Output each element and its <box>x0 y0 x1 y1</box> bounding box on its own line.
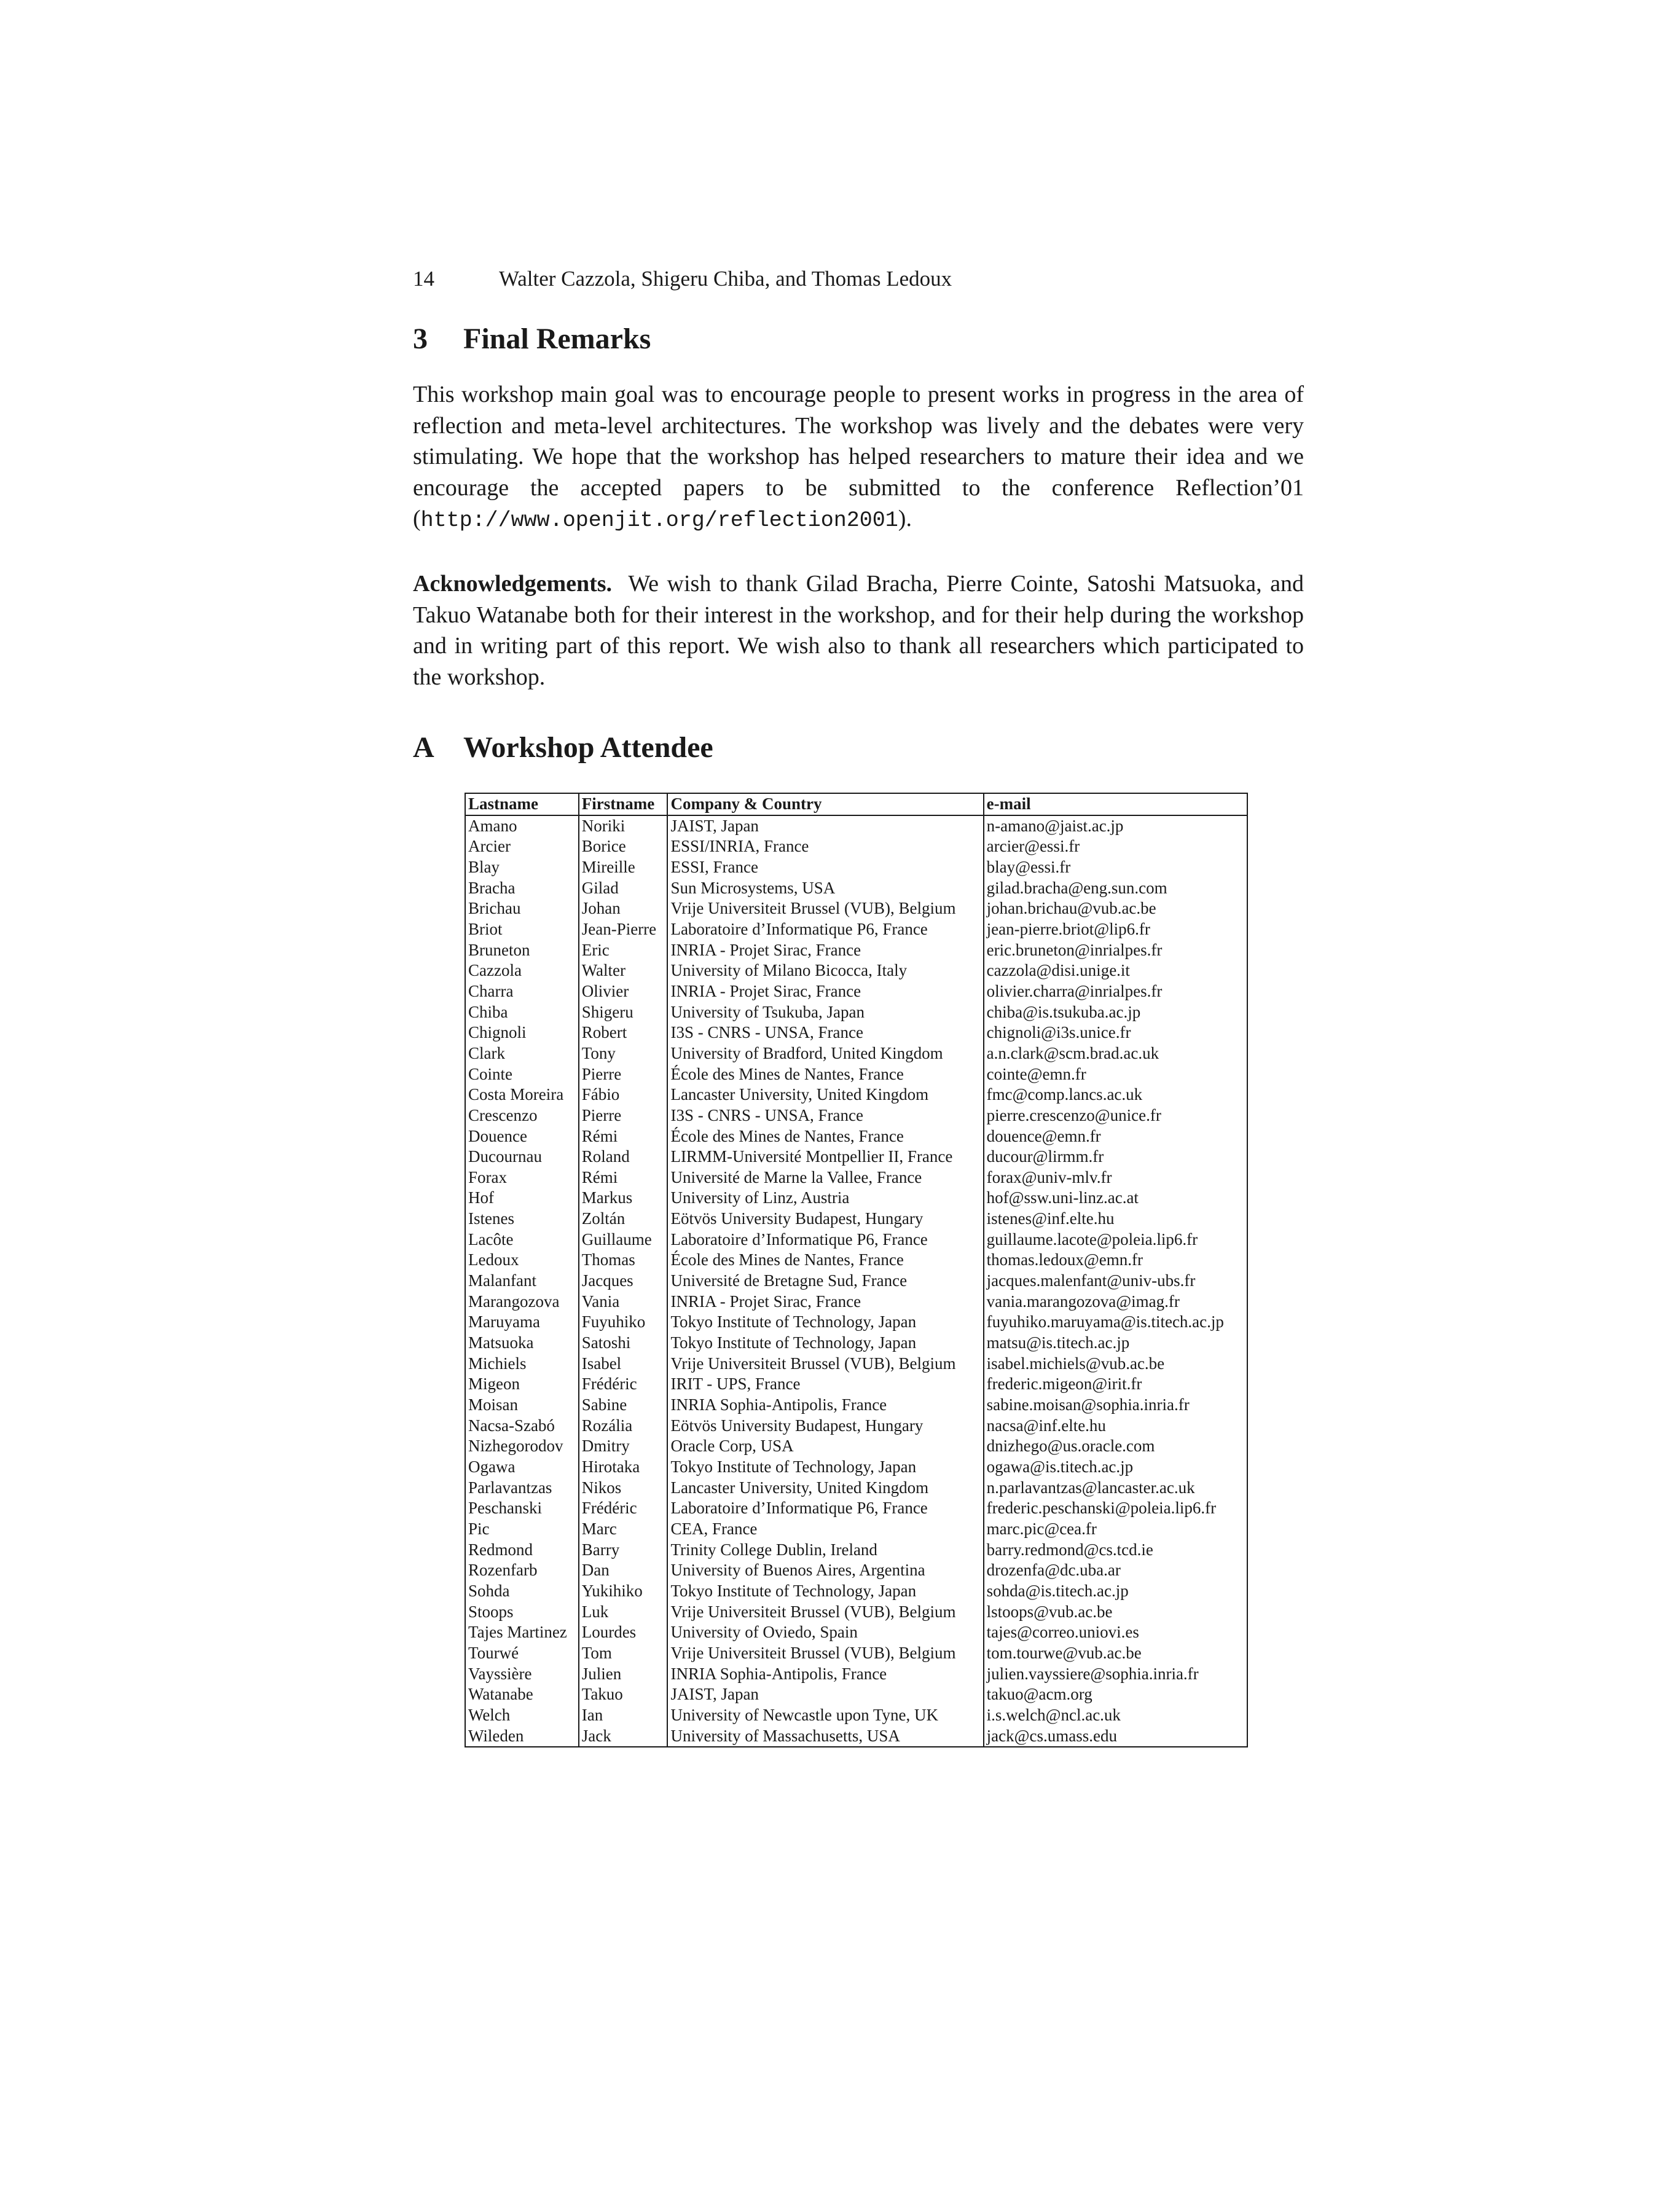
page-number: 14 <box>413 267 434 291</box>
cell-company-country: Laboratoire d’Informatique P6, France <box>667 919 983 940</box>
table-row <box>465 1684 1247 1705</box>
cell-email: blay@essi.fr <box>984 857 1247 878</box>
cell-email: gilad.bracha@eng.sun.com <box>984 878 1247 899</box>
table-row <box>465 1395 1247 1416</box>
table-row <box>465 1064 1247 1085</box>
cell-email: pierre.crescenzo@unice.fr <box>984 1105 1247 1126</box>
cell-firstname: Roland <box>579 1147 668 1167</box>
table-row <box>465 1519 1247 1540</box>
cell-email: a.n.clark@scm.brad.ac.uk <box>984 1043 1247 1064</box>
cell-lastname: Bracha <box>465 878 579 899</box>
cell-company-country: I3S - CNRS - UNSA, France <box>667 1105 983 1126</box>
header-company-country: Company & Country <box>667 793 983 815</box>
table-row <box>465 878 1247 899</box>
cell-firstname: Robert <box>579 1022 668 1043</box>
table-row <box>465 1167 1247 1188</box>
cell-company-country: INRIA Sophia-Antipolis, France <box>667 1664 983 1685</box>
cell-lastname: Arcier <box>465 836 579 857</box>
cell-company-country: CEA, France <box>667 1519 983 1540</box>
cell-email: guillaume.lacote@poleia.lip6.fr <box>984 1230 1247 1250</box>
cell-company-country: ESSI/INRIA, France <box>667 836 983 857</box>
cell-firstname: Noriki <box>579 815 668 837</box>
cell-firstname: Frédéric <box>579 1498 668 1519</box>
table-row <box>465 1457 1247 1478</box>
table-row <box>465 898 1247 919</box>
cell-email: arcier@essi.fr <box>984 836 1247 857</box>
cell-company-country: École des Mines de Nantes, France <box>667 1126 983 1147</box>
conference-url: http://www.openjit.org/reflection2001 <box>420 508 898 533</box>
cell-firstname: Rozália <box>579 1416 668 1437</box>
table-row <box>465 857 1247 878</box>
cell-lastname: Welch <box>465 1705 579 1726</box>
cell-company-country: LIRMM-Université Montpellier II, France <box>667 1147 983 1167</box>
cell-company-country: INRIA - Projet Sirac, France <box>667 1292 983 1312</box>
table-row <box>465 1436 1247 1457</box>
table-row <box>465 1416 1247 1437</box>
cell-lastname: Cazzola <box>465 960 579 981</box>
acknowledgements-label: Acknowledgements. <box>413 571 613 597</box>
cell-email: olivier.charra@inrialpes.fr <box>984 981 1247 1002</box>
header-email: e-mail <box>984 793 1247 815</box>
cell-company-country: University of Newcastle upon Tyne, UK <box>667 1705 983 1726</box>
table-row <box>465 1498 1247 1519</box>
cell-company-country: École des Mines de Nantes, France <box>667 1250 983 1271</box>
cell-firstname: Marc <box>579 1519 668 1540</box>
cell-company-country: Université de Marne la Vallee, France <box>667 1167 983 1188</box>
appendix-title: Workshop Attendee <box>463 731 713 764</box>
table-row <box>465 1230 1247 1250</box>
running-title-authors: Walter Cazzola, Shigeru Chiba, and Thomas Ledoux <box>499 267 952 291</box>
cell-lastname: Chignoli <box>465 1022 579 1043</box>
cell-firstname: Rémi <box>579 1167 668 1188</box>
cell-company-country: Oracle Corp, USA <box>667 1436 983 1457</box>
cell-firstname: Yukihiko <box>579 1581 668 1602</box>
section-number: 3 <box>413 323 428 355</box>
table-row <box>465 1292 1247 1312</box>
cell-lastname: Migeon <box>465 1374 579 1395</box>
final-remarks-text: This workshop main goal was to encourage people to present works in progress in the area of reflection and meta-level architectures. The workshop was lively and the debates were very stimulating. We hope that the workshop has helped researchers to mature their idea and we encourage the accepted papers to be submitted to the conference Reflection’01 ( <box>413 382 1304 531</box>
cell-firstname: Tony <box>579 1043 668 1064</box>
final-remarks-paragraph <box>413 379 1304 536</box>
table-row <box>465 1726 1247 1747</box>
cell-lastname: Rozenfarb <box>465 1560 579 1581</box>
cell-company-country: École des Mines de Nantes, France <box>667 1064 983 1085</box>
cell-company-country: Tokyo Institute of Technology, Japan <box>667 1581 983 1602</box>
cell-lastname: Forax <box>465 1167 579 1188</box>
acknowledgements-paragraph <box>413 568 1304 692</box>
cell-firstname: Shigeru <box>579 1002 668 1023</box>
cell-lastname: Redmond <box>465 1540 579 1561</box>
cell-firstname: Jean-Pierre <box>579 919 668 940</box>
cell-firstname: Dan <box>579 1560 668 1581</box>
cell-firstname: Fuyuhiko <box>579 1312 668 1333</box>
cell-email: n-amano@jaist.ac.jp <box>984 815 1247 837</box>
cell-lastname: Ledoux <box>465 1250 579 1271</box>
cell-email: johan.brichau@vub.ac.be <box>984 898 1247 919</box>
table-row <box>465 1126 1247 1147</box>
cell-company-country: Eötvös University Budapest, Hungary <box>667 1416 983 1437</box>
cell-lastname: Tajes Martinez <box>465 1622 579 1643</box>
cell-company-country: INRIA Sophia-Antipolis, France <box>667 1395 983 1416</box>
cell-lastname: Moisan <box>465 1395 579 1416</box>
cell-firstname: Fábio <box>579 1084 668 1105</box>
cell-email: jean-pierre.briot@lip6.fr <box>984 919 1247 940</box>
section-heading-final-remarks <box>413 321 651 358</box>
cell-firstname: Isabel <box>579 1354 668 1375</box>
cell-firstname: Tom <box>579 1643 668 1664</box>
cell-lastname: Blay <box>465 857 579 878</box>
cell-email: cointe@emn.fr <box>984 1064 1247 1085</box>
table-row <box>465 1478 1247 1499</box>
cell-email: fuyuhiko.maruyama@is.titech.ac.jp <box>984 1312 1247 1333</box>
cell-firstname: Guillaume <box>579 1230 668 1250</box>
cell-email: n.parlavantzas@lancaster.ac.uk <box>984 1478 1247 1499</box>
cell-email: sohda@is.titech.ac.jp <box>984 1581 1247 1602</box>
cell-lastname: Amano <box>465 815 579 837</box>
table-row <box>465 836 1247 857</box>
cell-email: ogawa@is.titech.ac.jp <box>984 1457 1247 1478</box>
table-row <box>465 1705 1247 1726</box>
cell-firstname: Hirotaka <box>579 1457 668 1478</box>
table-row <box>465 1560 1247 1581</box>
table-row <box>465 1147 1247 1167</box>
cell-company-country: ESSI, France <box>667 857 983 878</box>
cell-lastname: Nacsa-Szabó <box>465 1416 579 1437</box>
cell-company-country: Vrije Universiteit Brussel (VUB), Belgium <box>667 1602 983 1623</box>
table-row <box>465 1664 1247 1685</box>
cell-email: sabine.moisan@sophia.inria.fr <box>984 1395 1247 1416</box>
cell-company-country: IRIT - UPS, France <box>667 1374 983 1395</box>
cell-lastname: Tourwé <box>465 1643 579 1664</box>
cell-email: istenes@inf.elte.hu <box>984 1209 1247 1230</box>
acknowledgements-text: We wish to thank Gilad Bracha, Pierre Cointe, Satoshi Matsuoka, and Takuo Watanabe both for their interest in the workshop, and for their help during the workshop and in writing part of this report. We wish also to thank all researchers which participated to the workshop. <box>413 571 1304 690</box>
cell-company-country: University of Linz, Austria <box>667 1188 983 1209</box>
cell-lastname: Parlavantzas <box>465 1478 579 1499</box>
cell-firstname: Johan <box>579 898 668 919</box>
cell-lastname: Briot <box>465 919 579 940</box>
cell-lastname: Nizhegorodov <box>465 1436 579 1457</box>
table-row <box>465 940 1247 961</box>
cell-firstname: Lourdes <box>579 1622 668 1643</box>
cell-lastname: Sohda <box>465 1581 579 1602</box>
attendee-table <box>465 793 1248 1747</box>
section-title: Final Remarks <box>463 323 651 355</box>
cell-lastname: Matsuoka <box>465 1333 579 1354</box>
cell-email: thomas.ledoux@emn.fr <box>984 1250 1247 1271</box>
cell-company-country: INRIA - Projet Sirac, France <box>667 981 983 1002</box>
cell-company-country: Lancaster University, United Kingdom <box>667 1084 983 1105</box>
table-row <box>465 1540 1247 1561</box>
cell-company-country: I3S - CNRS - UNSA, France <box>667 1022 983 1043</box>
cell-lastname: Vayssière <box>465 1664 579 1685</box>
table-row <box>465 1188 1247 1209</box>
table-row <box>465 1022 1247 1043</box>
cell-company-country: Laboratoire d’Informatique P6, France <box>667 1498 983 1519</box>
cell-firstname: Frédéric <box>579 1374 668 1395</box>
cell-email: chignoli@i3s.unice.fr <box>984 1022 1247 1043</box>
table-row <box>465 1271 1247 1292</box>
cell-lastname: Watanabe <box>465 1684 579 1705</box>
cell-lastname: Clark <box>465 1043 579 1064</box>
header-lastname: Lastname <box>465 793 579 815</box>
section-heading-workshop-attendee <box>413 729 713 766</box>
cell-email: nacsa@inf.elte.hu <box>984 1416 1247 1437</box>
cell-lastname: Stoops <box>465 1602 579 1623</box>
cell-lastname: Hof <box>465 1188 579 1209</box>
cell-company-country: University of Milano Bicocca, Italy <box>667 960 983 981</box>
table-row <box>465 1602 1247 1623</box>
cell-firstname: Mireille <box>579 857 668 878</box>
cell-email: i.s.welch@ncl.ac.uk <box>984 1705 1247 1726</box>
table-row <box>465 981 1247 1002</box>
cell-lastname: Douence <box>465 1126 579 1147</box>
table-row <box>465 815 1247 837</box>
cell-firstname: Borice <box>579 836 668 857</box>
table-row <box>465 1043 1247 1064</box>
cell-email: takuo@acm.org <box>984 1684 1247 1705</box>
cell-firstname: Satoshi <box>579 1333 668 1354</box>
cell-email: marc.pic@cea.fr <box>984 1519 1247 1540</box>
cell-email: douence@emn.fr <box>984 1126 1247 1147</box>
attendee-table-header <box>465 793 1247 815</box>
cell-email: jacques.malenfant@univ-ubs.fr <box>984 1271 1247 1292</box>
cell-email: forax@univ-mlv.fr <box>984 1167 1247 1188</box>
cell-company-country: Tokyo Institute of Technology, Japan <box>667 1457 983 1478</box>
cell-lastname: Lacôte <box>465 1230 579 1250</box>
cell-lastname: Istenes <box>465 1209 579 1230</box>
cell-lastname: Peschanski <box>465 1498 579 1519</box>
cell-email: hof@ssw.uni-linz.ac.at <box>984 1188 1247 1209</box>
cell-lastname: Maruyama <box>465 1312 579 1333</box>
cell-firstname: Julien <box>579 1664 668 1685</box>
table-row <box>465 1002 1247 1023</box>
cell-lastname: Marangozova <box>465 1292 579 1312</box>
cell-email: jack@cs.umass.edu <box>984 1726 1247 1747</box>
cell-company-country: Sun Microsystems, USA <box>667 878 983 899</box>
table-row <box>465 1312 1247 1333</box>
cell-company-country: Lancaster University, United Kingdom <box>667 1478 983 1499</box>
cell-firstname: Barry <box>579 1540 668 1561</box>
cell-firstname: Zoltán <box>579 1209 668 1230</box>
cell-firstname: Olivier <box>579 981 668 1002</box>
cell-company-country: University of Buenos Aires, Argentina <box>667 1560 983 1581</box>
cell-lastname: Crescenzo <box>465 1105 579 1126</box>
cell-email: ducour@lirmm.fr <box>984 1147 1247 1167</box>
table-row <box>465 1084 1247 1105</box>
table-row <box>465 1643 1247 1664</box>
cell-lastname: Brichau <box>465 898 579 919</box>
cell-email: eric.bruneton@inrialpes.fr <box>984 940 1247 961</box>
table-row <box>465 1581 1247 1602</box>
cell-lastname: Michiels <box>465 1354 579 1375</box>
table-row <box>465 960 1247 981</box>
cell-email: barry.redmond@cs.tcd.ie <box>984 1540 1247 1561</box>
cell-email: julien.vayssiere@sophia.inria.fr <box>984 1664 1247 1685</box>
cell-firstname: Pierre <box>579 1105 668 1126</box>
table-row <box>465 1374 1247 1395</box>
cell-firstname: Pierre <box>579 1064 668 1085</box>
cell-company-country: Trinity College Dublin, Ireland <box>667 1540 983 1561</box>
table-row <box>465 1333 1247 1354</box>
cell-firstname: Nikos <box>579 1478 668 1499</box>
cell-lastname: Charra <box>465 981 579 1002</box>
cell-firstname: Dmitry <box>579 1436 668 1457</box>
cell-firstname: Sabine <box>579 1395 668 1416</box>
attendee-table-body <box>465 815 1247 1747</box>
cell-firstname: Vania <box>579 1292 668 1312</box>
cell-email: frederic.migeon@irit.fr <box>984 1374 1247 1395</box>
table-row <box>465 1354 1247 1375</box>
cell-company-country: University of Tsukuba, Japan <box>667 1002 983 1023</box>
cell-firstname: Luk <box>579 1602 668 1623</box>
cell-email: chiba@is.tsukuba.ac.jp <box>984 1002 1247 1023</box>
table-row <box>465 1105 1247 1126</box>
table-row <box>465 1250 1247 1271</box>
cell-company-country: Vrije Universiteit Brussel (VUB), Belgium <box>667 1354 983 1375</box>
cell-lastname: Ducournau <box>465 1147 579 1167</box>
cell-firstname: Jack <box>579 1726 668 1747</box>
final-remarks-end: ). <box>898 506 912 531</box>
cell-company-country: Vrije Universiteit Brussel (VUB), Belgium <box>667 898 983 919</box>
cell-email: isabel.michiels@vub.ac.be <box>984 1354 1247 1375</box>
cell-company-country: JAIST, Japan <box>667 815 983 837</box>
cell-email: lstoops@vub.ac.be <box>984 1602 1247 1623</box>
cell-firstname: Jacques <box>579 1271 668 1292</box>
cell-firstname: Gilad <box>579 878 668 899</box>
cell-email: drozenfa@dc.uba.ar <box>984 1560 1247 1581</box>
cell-company-country: Laboratoire d’Informatique P6, France <box>667 1230 983 1250</box>
cell-company-country: University of Bradford, United Kingdom <box>667 1043 983 1064</box>
cell-company-country: Vrije Universiteit Brussel (VUB), Belgium <box>667 1643 983 1664</box>
cell-lastname: Cointe <box>465 1064 579 1085</box>
cell-company-country: JAIST, Japan <box>667 1684 983 1705</box>
header-firstname: Firstname <box>579 793 668 815</box>
cell-email: frederic.peschanski@poleia.lip6.fr <box>984 1498 1247 1519</box>
cell-email: tom.tourwe@vub.ac.be <box>984 1643 1247 1664</box>
cell-email: dnizhego@us.oracle.com <box>984 1436 1247 1457</box>
cell-lastname: Chiba <box>465 1002 579 1023</box>
cell-email: vania.marangozova@imag.fr <box>984 1292 1247 1312</box>
cell-lastname: Ogawa <box>465 1457 579 1478</box>
cell-company-country: Tokyo Institute of Technology, Japan <box>667 1333 983 1354</box>
cell-firstname: Thomas <box>579 1250 668 1271</box>
cell-lastname: Malanfant <box>465 1271 579 1292</box>
table-row <box>465 1209 1247 1230</box>
cell-email: fmc@comp.lancs.ac.uk <box>984 1084 1247 1105</box>
cell-lastname: Costa Moreira <box>465 1084 579 1105</box>
cell-firstname: Takuo <box>579 1684 668 1705</box>
cell-firstname: Ian <box>579 1705 668 1726</box>
cell-email: tajes@correo.uniovi.es <box>984 1622 1247 1643</box>
cell-company-country: University of Massachusetts, USA <box>667 1726 983 1747</box>
cell-lastname: Wileden <box>465 1726 579 1747</box>
cell-firstname: Markus <box>579 1188 668 1209</box>
cell-lastname: Pic <box>465 1519 579 1540</box>
cell-lastname: Bruneton <box>465 940 579 961</box>
cell-firstname: Walter <box>579 960 668 981</box>
cell-email: cazzola@disi.unige.it <box>984 960 1247 981</box>
cell-company-country: University of Oviedo, Spain <box>667 1622 983 1643</box>
cell-firstname: Rémi <box>579 1126 668 1147</box>
table-row <box>465 1622 1247 1643</box>
appendix-letter: A <box>413 731 434 764</box>
cell-firstname: Eric <box>579 940 668 961</box>
table-row <box>465 919 1247 940</box>
cell-email: matsu@is.titech.ac.jp <box>984 1333 1247 1354</box>
cell-company-country: Eötvös University Budapest, Hungary <box>667 1209 983 1230</box>
cell-company-country: INRIA - Projet Sirac, France <box>667 940 983 961</box>
cell-company-country: Tokyo Institute of Technology, Japan <box>667 1312 983 1333</box>
cell-company-country: Université de Bretagne Sud, France <box>667 1271 983 1292</box>
